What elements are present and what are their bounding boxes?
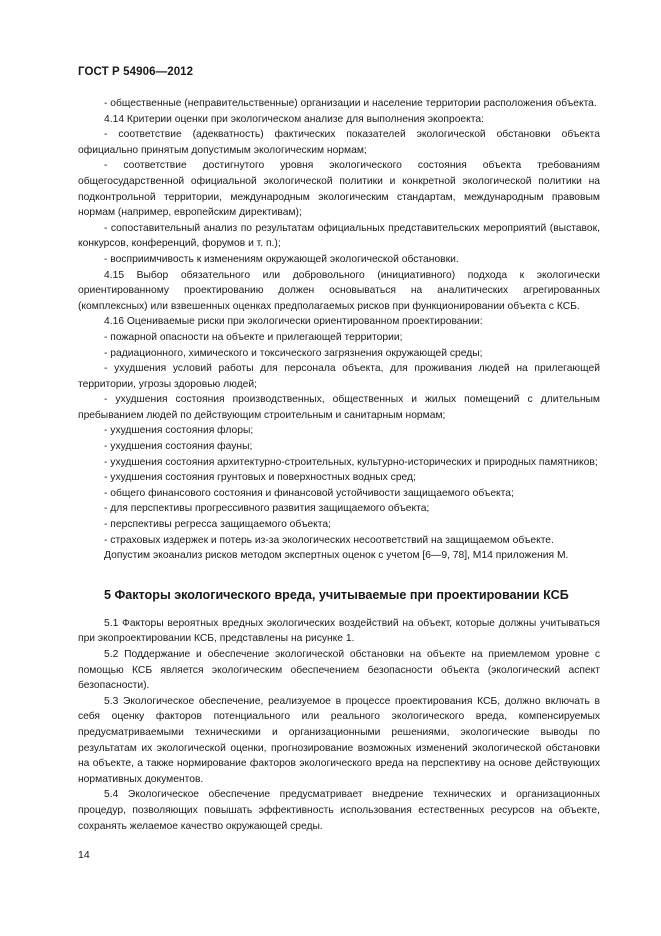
paragraph: 4.16 Оцениваемые риски при экологически ориентированном проектировании: (104, 316, 483, 328)
paragraph: 4.14 Критерии оценки при экологическом анализе для выполнения экопроекта: (104, 113, 484, 125)
section-heading: 5 Факторы экологического вреда, учитываемые при проектировании КСБ (104, 587, 569, 602)
paragraph: 4.15 Выбор обязательного или добровольного (инициативного) подхода к экологически ориентированному проектированию должен основываться на аналитических агрегированных (комплексных) или взвешенных оценках предполагаемых рисков при функционировании объекта с КСБ. (78, 269, 600, 312)
paragraph: - ухудшения состояния производственных, общественных и жилых помещений с длительным пребыванием людей по действующим строительным и санитарным нормам; (78, 394, 600, 421)
paragraph: 5.1 Факторы вероятных вредных экологических воздействий на объект, которые должны учитываться при экопроектировании КСБ, представлены на рисунке 1. (78, 617, 600, 645)
paragraph: - ухудшения условий работы для персонала объекта, для проживания людей на прилегающей территории, угрозы здоровью людей; (78, 363, 600, 390)
document-header: ГОСТ Р 54906—2012 (78, 66, 194, 78)
document-body (78, 96, 600, 834)
paragraph: - для перспективы прогрессивного развития защищаемого объекта; (104, 503, 430, 515)
paragraph: - страховых издержек и потерь из-за экологических несоответствий на защищаемом объекте. (104, 534, 554, 546)
paragraph: - ухудшения состояния фауны; (104, 441, 253, 453)
page-number: 14 (78, 849, 90, 861)
paragraph: - восприимчивость к изменениям окружающей экологической обстановки. (104, 253, 459, 265)
paragraph: - радиационного, химического и токсического загрязнения окружающей среды; (104, 347, 483, 359)
paragraph: - ухудшения состояния архитектурно-строительных, культурно-исторических и природных памятников; (104, 456, 598, 468)
paragraph: 5.3 Экологическое обеспечение, реализуемое в процессе проектирования КСБ, должно включать в себя оценку факторов потенциального или реального экологического вреда, компенсируемых предусматриваемыми техническими и организационными решениями, экологические выводы по результатам их экологической оценки, прогнозирование возможных изменений экологической обстановки на объекте, а также нормирование факторов экологического вреда на перспективу на основе действующих нормативных документов. (78, 695, 600, 785)
paragraph: - общего финансового состояния и финансовой устойчивости защищаемого объекта; (104, 487, 514, 499)
paragraph: Допустим экоанализ рисков методом экспертных оценок с учетом [6—9, 78], М14 приложения М. (104, 550, 569, 562)
paragraph: - перспективы регресса защищаемого объекта; (104, 519, 331, 531)
paragraph: - соответствие достигнутого уровня экологического состояния объекта требованиям общегосударственной официальной экологической политики и конкретной экологической политики на подконтрольной территории, международным экологическим стандартам, международным правовым нормам (например, европейским директивам); (78, 160, 600, 219)
paragraph: 5.4 Экологическое обеспечение предусматривает внедрение технических и организационных процедур, позволяющих повышать эффективность использования естественных ресурсов на объекте, сохранять желаемое качество окружающей среды. (78, 789, 600, 832)
paragraph: - соответствие (адекватность) фактических показателей экологической обстановки объекта официально принятым допустимым экологическим нормам; (78, 129, 600, 156)
paragraph: 5.2 Поддержание и обеспечение экологической обстановки на объекте на приемлемом уровне с помощью КСБ является экологическим обеспечением безопасности объекта (экологический аспект безопасности). (78, 649, 600, 692)
paragraph: - пожарной опасности на объекте и прилегающей территории; (104, 331, 403, 343)
paragraph: - общественные (неправительственные) организации и население территории расположения объекта. (104, 98, 597, 109)
paragraph: - сопоставительный анализ по результатам официальных представительских мероприятий (выставок, конкурсов, конференций, форумов и т. п.); (78, 222, 600, 250)
paragraph: - ухудшения состояния грунтовых и поверхностных водных сред; (104, 472, 416, 484)
paragraph: - ухудшения состояния флоры; (104, 425, 254, 437)
